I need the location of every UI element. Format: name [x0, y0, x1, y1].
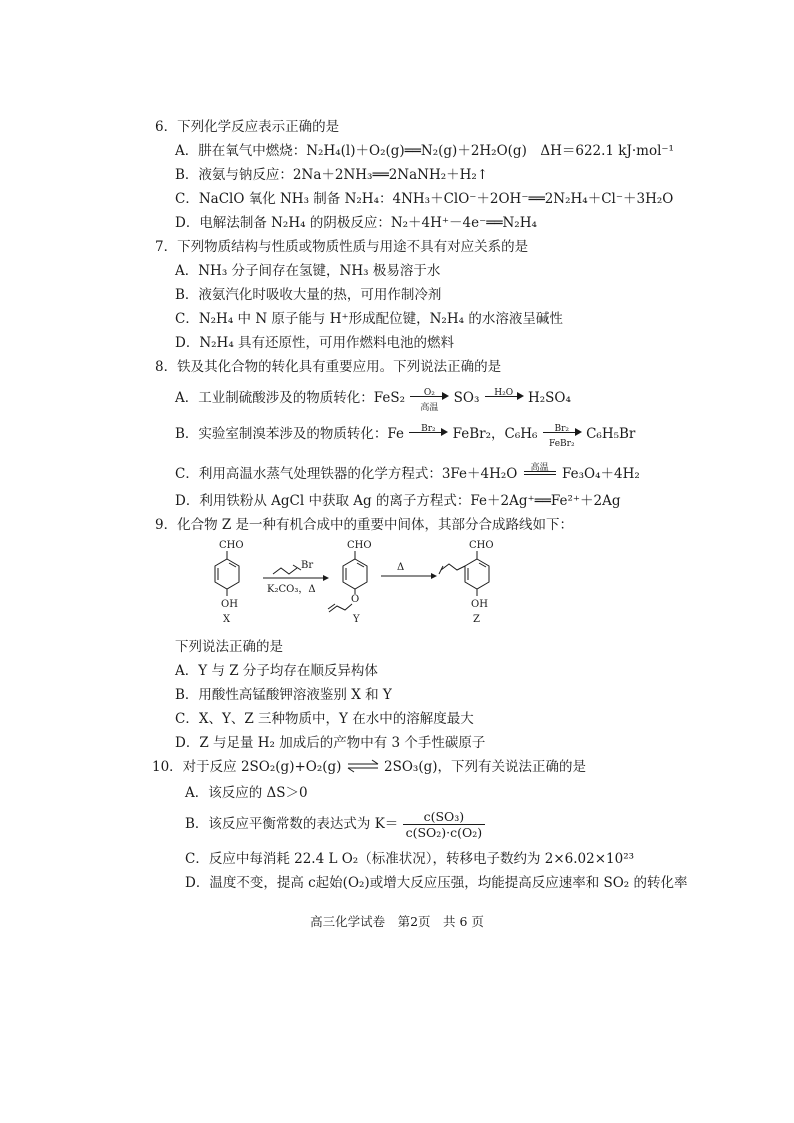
q8-a-arrow1-top: O₂ — [423, 388, 435, 398]
q9-option-c: C．X、Y、Z 三种物质中，Y 在水中的溶解度最大 — [175, 711, 474, 727]
q7-option-b: B．液氨汽化时吸收大量的热，可用作制冷剂 — [175, 287, 442, 303]
q9-sub-stem: 下列说法正确的是 — [175, 639, 283, 655]
q6-stem: 6．下列化学反应表示正确的是 — [155, 119, 340, 135]
q8-b-arrow2-bottom: FeBr₂ — [548, 439, 575, 449]
reagent-top: Br — [301, 560, 314, 571]
y-label: Y — [353, 614, 360, 625]
q6-option-b: B．液氨与钠反应：2Na＋2NH₃══2NaNH₂＋H₂↑ — [175, 167, 489, 183]
molecule-z — [439, 540, 494, 625]
x-top-group: CHO — [219, 540, 244, 551]
equilibrium-constant-fraction — [403, 809, 486, 840]
fraction-denominator: c(SO₂)·c(O₂) — [405, 825, 483, 840]
molecule-x — [215, 540, 244, 625]
equals-sign-icon — [522, 464, 558, 482]
q7-option-d: D．N₂H₄ 具有还原性，可用作燃料电池的燃料 — [175, 335, 455, 351]
q7-option-a: A．NH₃ 分子间存在氢键，NH₃ 极易溶于水 — [175, 263, 441, 279]
q8-c-prefix: C．利用高温水蒸气处理铁器的化学方程式：3Fe＋4H₂O — [175, 466, 518, 482]
z-label: Z — [473, 614, 480, 625]
q8-b-arrow1-top: Br₂ — [421, 424, 436, 434]
q7-stem: 7．下列物质结构与性质或物质性质与用途不具有对应关系的是 — [155, 239, 529, 255]
q8-b-end: C₆H₅Br — [586, 426, 636, 442]
step2-condition: Δ — [397, 562, 405, 573]
q6-option-c: C．NaClO 氧化 NH₃ 制备 N₂H₄：4NH₃＋ClO⁻＋2OH⁻══2N₂H₄＋Cl⁻＋3H₂O — [175, 191, 674, 207]
q8-option-a — [175, 388, 571, 413]
fraction-numerator: c(SO₃) — [403, 809, 486, 825]
step1-arrow — [263, 560, 329, 595]
q9-option-b: B．用酸性高锰酸钾溶液鉴别 X 和 Y — [175, 687, 392, 703]
q10-b-prefix: B．该反应平衡常数的表达式为 K＝ — [185, 816, 399, 832]
q8-option-d: D．利用铁粉从 AgCl 中获取 Ag 的离子方程式：Fe＋2Ag⁺══Fe²⁺＋2Ag — [175, 493, 621, 509]
x-bottom-group: OH — [221, 599, 238, 610]
q8-a-arrow1-bottom: 高温 — [420, 403, 439, 413]
q8-option-c — [175, 464, 640, 483]
reaction-arrow-icon — [409, 388, 449, 413]
reagent-bottom: K₂CO₃，Δ — [267, 584, 316, 595]
q8-option-b — [175, 424, 636, 449]
q9-option-a: A．Y 与 Z 分子均存在顺反异构体 — [175, 663, 378, 679]
q10-option-b — [185, 806, 485, 842]
y-oxygen: O — [351, 594, 360, 605]
q8-c-end: Fe₃O₄＋4H₂ — [561, 466, 640, 482]
q8-stem: 8．铁及其化合物的转化具有重要应用。下列说法正确的是 — [155, 359, 502, 375]
q9-option-d: D．Z 与足量 H₂ 加成后的产物中有 3 个手性碳原子 — [175, 735, 486, 751]
reaction-arrow-icon — [542, 424, 582, 449]
equilibrium-arrow-icon — [346, 759, 380, 773]
page-footer: 高三化学试卷 第2页 共 6 页 — [310, 914, 484, 929]
q8-a-end: H₂SO₄ — [527, 390, 571, 406]
q8-b-arrow2-top: Br₂ — [554, 424, 570, 434]
q8-a-middle: SO₃ — [453, 390, 480, 406]
step2-arrow — [381, 562, 437, 579]
q10-option-d: D．温度不变，提高 c起始(O₂)或增大反应压强，均能提高反应速率和 SO₂ 的转化率 — [185, 875, 688, 891]
q8-a-arrow2-top: H₂O — [494, 388, 514, 398]
x-label: X — [223, 614, 231, 625]
q10-option-a: A．该反应的 ΔS＞0 — [185, 785, 308, 801]
q8-a-prefix: A．工业制硫酸涉及的物质转化：FeS₂ — [175, 390, 406, 406]
molecule-y — [328, 540, 372, 625]
reaction-arrow-icon — [484, 388, 524, 406]
q8-b-middle: FeBr₂，C₆H₆ — [452, 426, 538, 442]
q10-stem — [152, 758, 586, 776]
y-top-group: CHO — [347, 540, 372, 551]
z-top-group: CHO — [469, 540, 494, 551]
q6-option-a: A．肼在氧气中燃烧：N₂H₄(l)＋O₂(g)══N₂(g)＋2H₂O(g) ΔH＝622.1 kJ·mol⁻¹ — [175, 143, 674, 159]
q9-stem: 9．化合物 Z 是一种有机合成中的重要中间体，其部分合成路线如下： — [155, 517, 574, 533]
reaction-arrow-icon — [408, 424, 448, 442]
z-bottom-group: OH — [471, 599, 488, 610]
q8-b-prefix: B．实验室制溴苯涉及的物质转化：Fe — [175, 426, 405, 442]
q7-option-c: C．N₂H₄ 中 N 原子能与 H⁺形成配位键，N₂H₄ 的水溶液呈碱性 — [175, 311, 563, 327]
q10-stem-prefix: 10．对于反应 2SO₂(g)+O₂(g) — [152, 759, 342, 775]
synthesis-scheme — [195, 538, 525, 630]
q10-option-c: C．反应中每消耗 22.4 L O₂（标准状况），转移电子数约为 2×6.02×10²³ — [185, 851, 635, 867]
q10-stem-suffix: 2SO₃(g)，下列有关说法正确的是 — [384, 759, 587, 775]
q8-c-condition: 高温 — [530, 463, 549, 473]
q6-option-d: D．电解法制备 N₂H₄ 的阴极反应：N₂＋4H⁺－4e⁻══N₂H₄ — [175, 215, 537, 231]
